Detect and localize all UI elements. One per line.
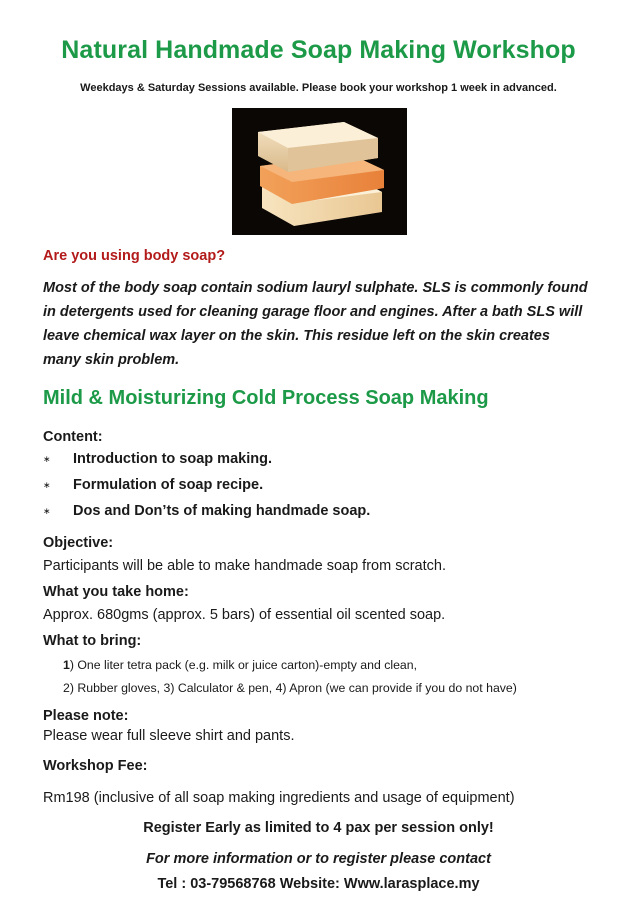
- content-label: Content:: [43, 429, 103, 445]
- fee-text: Rm198 (inclusive of all soap making ingredients and usage of equipment): [43, 790, 515, 806]
- intro-question: Are you using body soap?: [43, 248, 226, 264]
- takehome-label: What you take home:: [43, 584, 189, 600]
- soap-photo: [232, 108, 407, 235]
- bring-line-2: 2) Rubber gloves, 3) Calculator & pen, 4) Apron (we can provide if you do not have): [63, 681, 517, 695]
- bring-line-1: 1) One liter tetra pack (e.g. milk or juice carton)-empty and clean,: [63, 658, 418, 672]
- intro-paragraph: [43, 276, 603, 372]
- intro-line: Most of the body soap contain sodium lauryl sulphate. SLS is commonly found: [43, 280, 588, 296]
- bullet-icon: ∗: [43, 506, 51, 516]
- register-note: Register Early as limited to 4 pax per session only!: [143, 820, 494, 836]
- page-title: Natural Handmade Soap Making Workshop: [61, 36, 576, 64]
- intro-line: leave chemical wax layer on the skin. This residue left on the skin creates: [43, 328, 550, 344]
- intro-line: in detergents used for cleaning garage floor and engines. After a bath SLS will: [43, 304, 583, 320]
- info-note: For more information or to register please contact: [146, 851, 491, 867]
- bring-label: What to bring:: [43, 633, 142, 649]
- bring-num: 1: [63, 658, 70, 672]
- fee-label: Workshop Fee:: [43, 758, 148, 774]
- objective-label: Objective:: [43, 535, 114, 551]
- soap-bars-image: [232, 108, 407, 235]
- bullet-icon: ∗: [43, 480, 51, 490]
- session-info: Weekdays & Saturday Sessions available. Please book your workshop 1 week in advanced.: [80, 82, 557, 94]
- note-text: Please wear full sleeve shirt and pants.: [43, 728, 295, 744]
- note-label: Please note:: [43, 708, 129, 724]
- flyer-page: Natural Handmade Soap Making Workshop Weekdays & Saturday Sessions available. Please book your workshop 1 week in advanced. Are you using body soap? Most of the body soap contain sodium lauryl sulphate. SLS is commonly found in detergents used for cleaning garage floor and engines. After a bath SLS will leave chemical wax layer on the skin. This residue left on the skin creates many skin problem. Mild & Moisturizing Cold Process Soap Making Content: ∗ Introduction to soap making. ∗ Formulation of soap recipe. ∗ Dos and Don’ts of making handmade soap. Objective: Participants will be able to make handmade soap from scratch. What you take home: Approx. 680gms (approx. 5 bars) of essential oil scented soap. What to bring: 1) One liter tetra pack (e.g. milk or juice carton)-empty and clean, 2) Rubber gloves, 3) Calculator & pen, 4) Apron (we can provide if you do not have) Please note: Please wear full sleeve shirt and pants. Workshop Fee: Rm198 (inclusive of all soap making ingredients and usage of equipment) Register Early as limited to 4 pax per session only! For more information or to register please contact Tel : 03-79568768 Website: Www.larasplace.my: [0, 0, 637, 901]
- intro-line: many skin problem.: [43, 352, 180, 368]
- contact-line: Tel : 03-79568768 Website: Www.larasplace.my: [157, 876, 480, 892]
- section-heading: Mild & Moisturizing Cold Process Soap Making: [43, 387, 489, 409]
- bullet-icon: ∗: [43, 454, 51, 464]
- takehome-text: Approx. 680gms (approx. 5 bars) of essential oil scented soap.: [43, 607, 446, 623]
- objective-text: Participants will be able to make handmade soap from scratch.: [43, 558, 446, 574]
